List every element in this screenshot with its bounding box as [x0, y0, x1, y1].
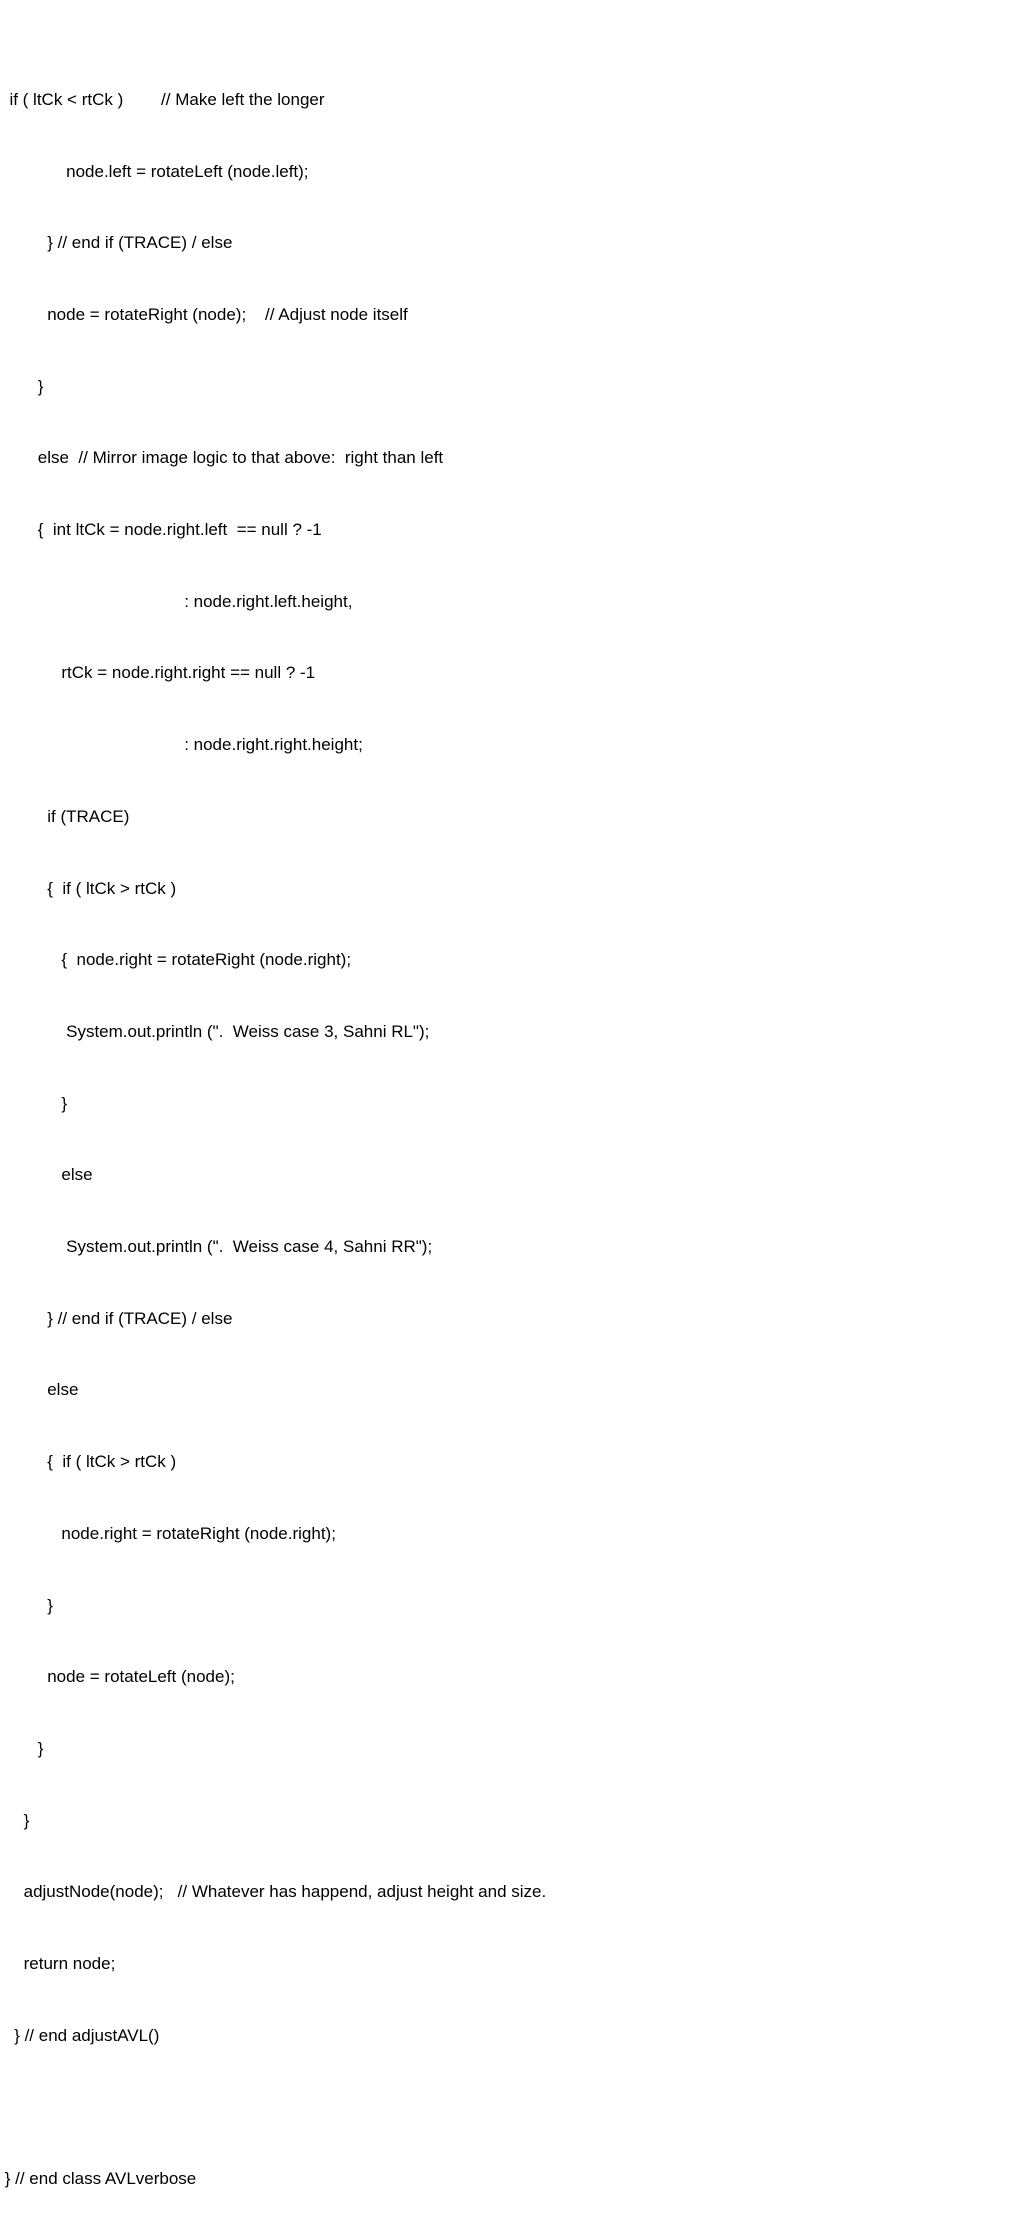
- code-line: else: [0, 1380, 79, 1400]
- code-line: } // end if (TRACE) / else: [0, 1308, 233, 1328]
- code-line: }: [0, 1595, 53, 1615]
- code-line: node.right = rotateRight (node.right);: [0, 1523, 336, 1543]
- code-line: adjustNode(node); // Whatever has happend, adjust height and size.: [0, 1882, 547, 1902]
- code-line: rtCk = node.right.right == null ? -1: [0, 663, 316, 683]
- code-line: }: [0, 1810, 30, 1830]
- code-line: if (TRACE): [0, 806, 130, 826]
- code-line: { if ( ltCk > rtCk ): [0, 878, 177, 898]
- code-line: } // end class AVLverbose: [0, 2169, 197, 2189]
- code-listing: [0, 40, 1024, 2239]
- code-line: { node.right = rotateRight (node.right);: [0, 950, 352, 970]
- code-line: }: [0, 1093, 68, 1113]
- code-line: { if ( ltCk > rtCk ): [0, 1452, 177, 1472]
- code-line: node = rotateLeft (node);: [0, 1667, 235, 1687]
- code-line: : node.right.right.height;: [0, 735, 363, 755]
- code-line: node.left = rotateLeft (node.left);: [0, 161, 309, 181]
- code-line: else: [0, 1165, 93, 1185]
- code-line: return node;: [0, 1954, 116, 1974]
- code-line: { int ltCk = node.right.left == null ? -1: [0, 520, 322, 540]
- code-line: [0, 2096, 1024, 2120]
- code-line: if ( ltCk < rtCk ) // Make left the longer: [0, 89, 325, 109]
- code-line: : node.right.left.height,: [0, 591, 353, 611]
- code-line: }: [0, 1738, 44, 1758]
- code-line: } // end if (TRACE) / else: [0, 233, 233, 253]
- code-line: else // Mirror image logic to that above: right than left: [0, 448, 444, 468]
- code-line: }: [0, 376, 44, 396]
- code-line: } // end adjustAVL(): [0, 2025, 160, 2045]
- code-line: node = rotateRight (node); // Adjust node itself: [0, 304, 408, 324]
- code-line: System.out.println (". Weiss case 4, Sahni RR");: [0, 1237, 433, 1257]
- code-line: System.out.println (". Weiss case 3, Sahni RL");: [0, 1021, 430, 1041]
